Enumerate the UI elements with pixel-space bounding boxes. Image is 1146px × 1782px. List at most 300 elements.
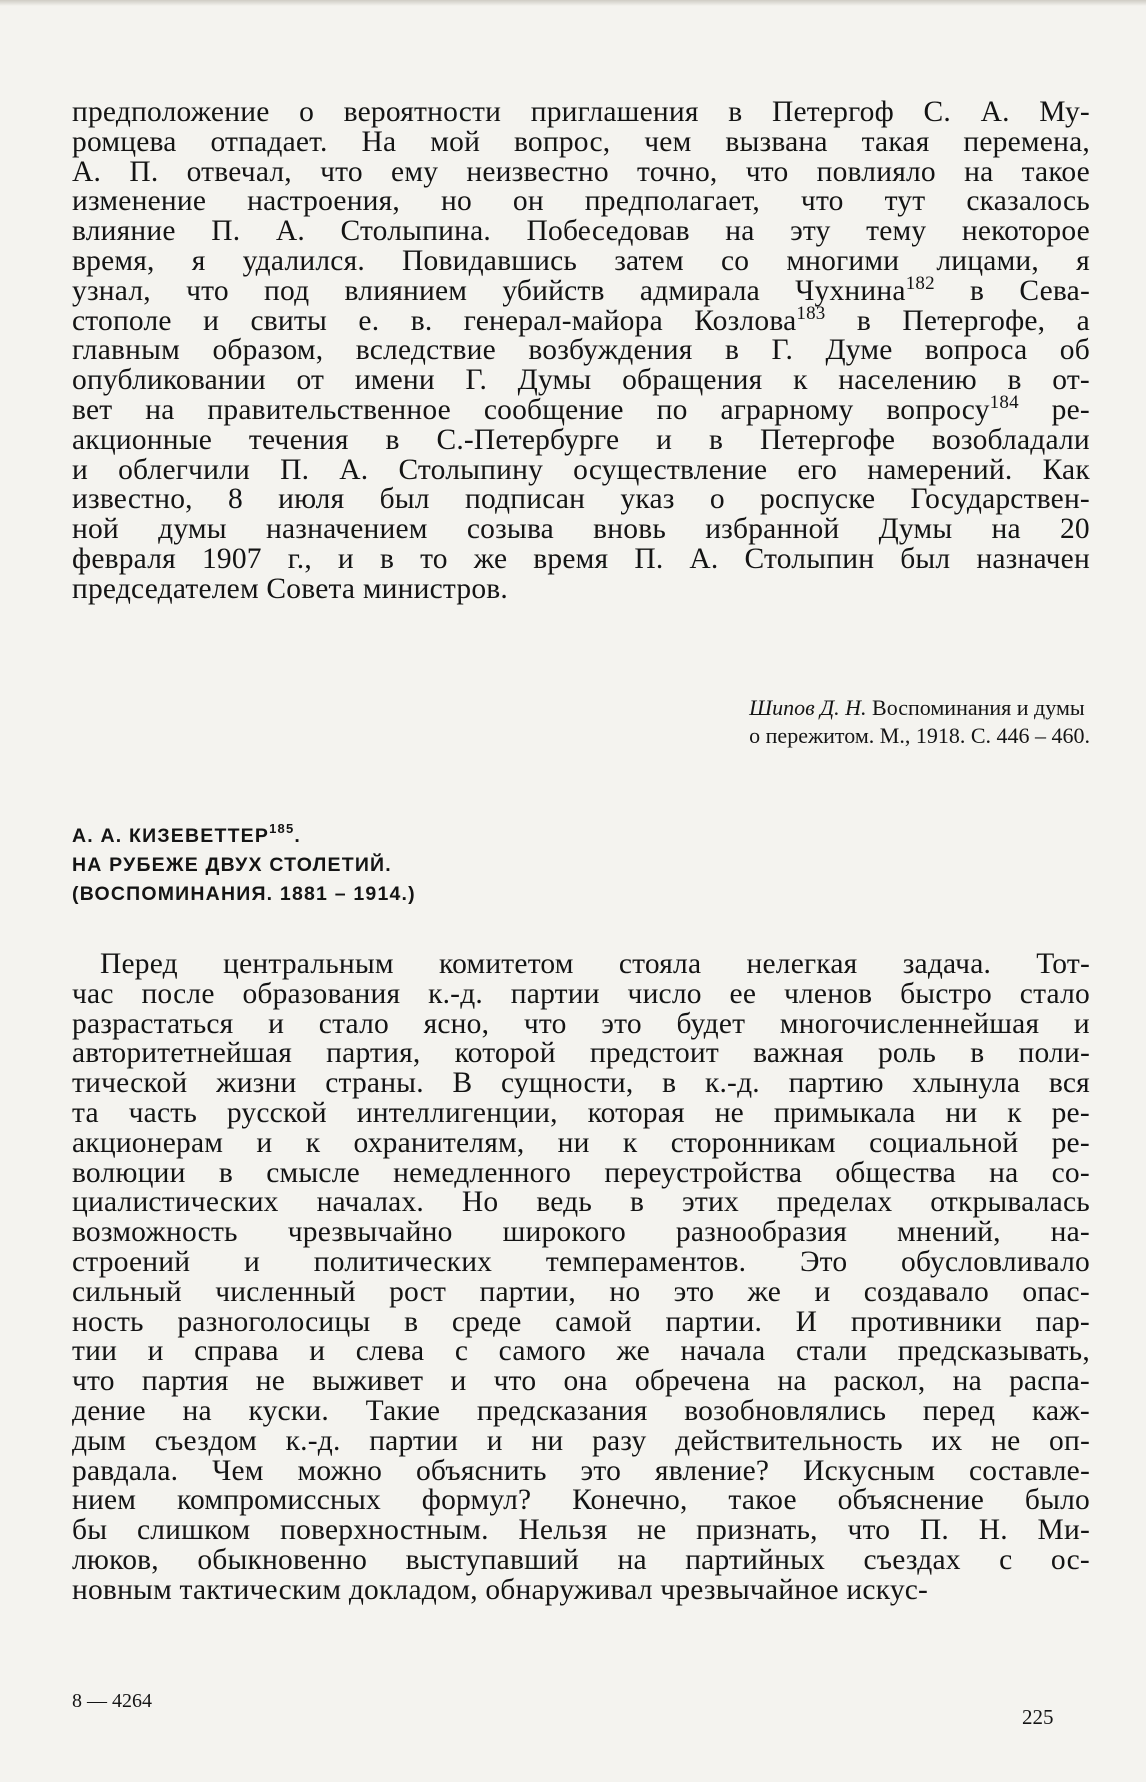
heading-author: А. А. КИЗЕВЕТТЕР (72, 825, 270, 847)
word: назначен (976, 542, 1090, 575)
word: ре- (1051, 1096, 1090, 1129)
citation-line-2: о пережитом. М., 1918. С. 446 – 460. (749, 723, 1090, 748)
word: на (777, 1365, 807, 1398)
text-line (72, 1424, 1090, 1457)
word: Нельзя (518, 1514, 608, 1547)
word: чрезвычайно (287, 1216, 453, 1249)
word: и (256, 1126, 273, 1159)
word: примыкала (773, 1096, 916, 1129)
text-line (72, 1454, 1090, 1487)
word: на (991, 513, 1021, 546)
word: А. (339, 453, 369, 486)
word: численный (215, 1275, 356, 1308)
word: после (141, 977, 215, 1010)
word: ведь (536, 1186, 593, 1219)
word: стало (318, 1007, 389, 1040)
word: Чем (212, 1454, 264, 1487)
word: формул? (421, 1484, 532, 1517)
word: течения (248, 423, 349, 456)
word: с (454, 1335, 469, 1368)
word: акционные (72, 423, 213, 456)
text-line (72, 485, 1090, 515)
word: в (662, 1067, 677, 1100)
word: люков, (72, 1543, 159, 1576)
word: охранителям, (353, 1126, 525, 1159)
word: искус- (846, 1573, 929, 1606)
word: в (724, 334, 740, 367)
word: опубликовании (72, 364, 266, 397)
word: в (404, 1305, 419, 1338)
word: Чухнина$^{182}$ (795, 272, 935, 307)
word: справа (194, 1335, 279, 1368)
word: А. (72, 155, 102, 188)
word: партия (141, 1365, 229, 1398)
word: П. (280, 453, 310, 486)
word: хлынула (912, 1067, 1021, 1100)
page-number: 225 (1022, 1705, 1054, 1729)
word: созыва (466, 513, 554, 546)
word: Петергофе, (902, 304, 1046, 337)
word: эту (790, 215, 831, 248)
word: которая (587, 1096, 685, 1129)
word: в (218, 1156, 233, 1189)
word: что (847, 1514, 891, 1547)
word: образования (242, 977, 401, 1010)
heading-author-line: А. А. КИЗЕВЕТТЕР$^{185}$. (72, 821, 302, 847)
word: создавало (863, 1275, 989, 1308)
word: чем (644, 125, 692, 158)
text-line (72, 366, 1090, 396)
word: жизни (216, 1067, 297, 1100)
word: вопроса (924, 334, 1028, 367)
word: его (797, 453, 838, 486)
word: но (609, 1275, 641, 1308)
word: предсказания (476, 1394, 648, 1427)
word: ни (531, 1424, 564, 1457)
word: партийных (685, 1543, 826, 1576)
word: и (147, 1335, 164, 1368)
word: волюции (72, 1156, 186, 1189)
word: П. (211, 215, 241, 248)
word: И (795, 1305, 818, 1338)
word: П. (634, 542, 664, 575)
text-line (72, 950, 1090, 980)
text-line (72, 1305, 1090, 1338)
word: интеллигенции, (356, 1096, 558, 1129)
word: что (493, 1365, 537, 1398)
footnote-ref-185: 185 (269, 821, 295, 836)
word: предстоит (589, 1037, 719, 1070)
word: и (814, 1275, 831, 1308)
word: Конечно, (572, 1484, 688, 1517)
word: по (656, 393, 688, 426)
word: обыкновенно (197, 1543, 368, 1576)
word: слева (355, 1335, 425, 1368)
word: со (720, 244, 750, 277)
word: влияние (72, 215, 176, 248)
text-line (72, 572, 1090, 605)
word: куски. (248, 1394, 329, 1427)
word: партии (369, 1424, 459, 1457)
word: не (991, 1424, 1021, 1457)
word: та (72, 1096, 99, 1129)
text-line (72, 98, 1090, 128)
word: ему (391, 155, 439, 188)
word: бы (72, 1514, 108, 1547)
word: комитетом (439, 948, 574, 980)
word: к.-д. (704, 1067, 760, 1100)
word: это (601, 1007, 642, 1040)
word: Государствен- (910, 483, 1090, 516)
word: Такие (365, 1394, 441, 1427)
word: Совета (266, 572, 363, 605)
word: намерений. (867, 453, 1013, 486)
word: стояла (618, 948, 702, 980)
word: сильный (72, 1275, 182, 1308)
word: влиянием (344, 274, 468, 307)
word: в (856, 304, 872, 337)
word: дым (72, 1424, 127, 1457)
word: февраля (72, 542, 176, 575)
footnote-ref: 183 (796, 302, 826, 324)
word: и (1073, 1007, 1090, 1040)
word: настроения, (247, 185, 401, 218)
word: и (656, 423, 673, 456)
word: что (745, 155, 789, 188)
word: же (747, 1275, 781, 1308)
word: Думы (517, 364, 592, 397)
word: к (793, 364, 808, 397)
word: действительность (675, 1424, 903, 1457)
word: членов (783, 977, 873, 1010)
word: выживет (312, 1365, 424, 1398)
word: русской (226, 1096, 327, 1129)
word: вероятности (343, 96, 502, 128)
word: Столыпин (744, 542, 875, 575)
word: объяснение (837, 1484, 985, 1517)
text-line (72, 453, 1090, 486)
word: что (523, 1007, 567, 1040)
word: будет (676, 1007, 746, 1040)
word: Н. (978, 1514, 1008, 1547)
word: роль (877, 1037, 937, 1070)
word: не (714, 1096, 744, 1129)
word: от- (1052, 364, 1090, 397)
word: В (452, 1067, 473, 1100)
word: 20 (1059, 513, 1090, 546)
word: отпадает. (210, 125, 328, 158)
text-line (72, 336, 1090, 366)
word: самой (555, 1305, 632, 1338)
text-line (72, 1188, 1090, 1218)
word: не (255, 1365, 286, 1398)
word: генерал-майора (463, 304, 663, 337)
word: председателем (72, 572, 267, 605)
citation-title: Воспоминания и думы (872, 695, 1085, 720)
word: о (709, 483, 725, 516)
word: то (420, 542, 448, 575)
word: страны. (325, 1067, 424, 1100)
text-line (72, 1069, 1090, 1099)
text-line (72, 391, 1090, 426)
word: Побеседовав (526, 215, 690, 248)
word: разнообразия (675, 1216, 847, 1249)
word: сущности, (501, 1067, 634, 1100)
word: свиты (250, 304, 328, 337)
heading-title: НА РУБЕЖЕ ДВУХ СТОЛЕТИЙ. (72, 854, 392, 876)
word: такое (1021, 155, 1090, 188)
word: партию (788, 1067, 884, 1100)
text-line (72, 1337, 1090, 1367)
word: открывалась (930, 1186, 1090, 1219)
word: что (320, 155, 363, 188)
word: объяснить (415, 1454, 547, 1487)
word: съездах (863, 1543, 961, 1576)
word: противники (850, 1305, 1003, 1338)
word: же (616, 1335, 650, 1368)
word: признать, (696, 1514, 818, 1547)
word: аграрному (720, 393, 854, 426)
word: Думы (878, 513, 953, 546)
word: но (440, 185, 472, 218)
word: не (637, 1514, 667, 1547)
word: нием (72, 1484, 137, 1517)
word: на (952, 1365, 982, 1398)
word: узнал, (72, 274, 151, 307)
word: ре- (1051, 1126, 1090, 1159)
word: стало (1019, 977, 1090, 1010)
word: равдала. (72, 1454, 179, 1487)
word: Тот- (1036, 948, 1090, 980)
top-paragraph (72, 98, 1090, 605)
word: Думе (825, 334, 893, 367)
word: точно, (637, 155, 718, 188)
word: партии (510, 977, 600, 1010)
citation-author: Шипов Д. Н. (749, 695, 867, 720)
word: начала (680, 1335, 766, 1368)
word: избранной (705, 513, 840, 546)
word: возобладали (932, 423, 1090, 456)
word: это (580, 1454, 622, 1487)
word: сказалось (966, 185, 1090, 218)
word: указ (620, 483, 675, 516)
word: был (379, 483, 430, 516)
word: в. (410, 304, 433, 337)
word: лицами, (936, 244, 1039, 277)
word: приглашения (530, 96, 699, 128)
citation (749, 694, 1090, 750)
word: был (900, 542, 951, 575)
text-line (72, 1245, 1090, 1278)
word: о (299, 96, 315, 128)
word: подписан (464, 483, 586, 516)
word: С.-Петербурге (436, 423, 620, 456)
word: думы (158, 513, 227, 546)
word: слишком (136, 1514, 251, 1547)
text-line (72, 302, 1090, 337)
word: переустройства (604, 1156, 803, 1189)
word: распа- (1009, 1365, 1090, 1398)
word: и (337, 542, 354, 575)
text-line (72, 187, 1090, 217)
word: и (450, 1365, 467, 1398)
word: акционерам (72, 1126, 224, 1159)
word: вопрос, (513, 125, 611, 158)
footnote-ref: 182 (905, 272, 935, 294)
word: к (1007, 1096, 1022, 1129)
word: немедленного (393, 1156, 572, 1189)
word: в (728, 96, 743, 128)
word: удалился. (242, 244, 365, 277)
word: предположение (72, 96, 270, 128)
word: сторонникам (670, 1126, 836, 1159)
word: обусловливало (901, 1245, 1090, 1278)
word: широкого (502, 1216, 626, 1249)
word: мой (430, 125, 481, 158)
word: партия, (326, 1037, 421, 1070)
word: и (309, 1335, 326, 1368)
word: тической (72, 1067, 188, 1100)
word: в (970, 274, 985, 307)
word: на (617, 1543, 647, 1576)
word: Искусным (803, 1454, 936, 1487)
word: выступавший (405, 1543, 579, 1576)
word: на (989, 1156, 1019, 1189)
word: на (964, 155, 994, 188)
second-paragraph (72, 950, 1090, 1606)
word: ясно, (423, 1007, 490, 1040)
word: дение (72, 1394, 146, 1427)
word: Г. (771, 334, 794, 367)
text-line (72, 1573, 1090, 1606)
word: съездом (154, 1424, 257, 1457)
word: их (931, 1424, 963, 1457)
word: Ми- (1037, 1514, 1090, 1547)
word: было (1024, 1484, 1090, 1517)
heading-subtitle: (ВОСПОМИНАНИЯ. 1881 – 1914.) (72, 883, 416, 905)
word: тактическим (179, 1573, 349, 1606)
word: поверхностным. (280, 1514, 489, 1547)
word: е. (358, 304, 380, 337)
word: компромиссных (176, 1484, 381, 1517)
word: и (486, 1424, 503, 1457)
word: в (385, 423, 400, 456)
word: отвечал, (186, 155, 292, 188)
text-line (72, 1367, 1090, 1397)
word: тему (866, 215, 927, 248)
word: ре- (1051, 393, 1090, 426)
word: адмирала (639, 274, 760, 307)
word: ее (729, 977, 757, 1010)
word: к.-д. (428, 977, 483, 1010)
word: партии, (479, 1275, 576, 1308)
word: я (1076, 244, 1090, 277)
word: Перед (100, 948, 178, 980)
text-line (72, 1516, 1090, 1546)
word: такое (728, 1484, 797, 1517)
word: Петергофе (759, 423, 896, 456)
word: На (361, 125, 397, 158)
word: П. (919, 1514, 949, 1547)
text-line (72, 1039, 1090, 1069)
word: самого (498, 1335, 586, 1368)
word: А. (275, 215, 305, 248)
word: в (629, 1186, 645, 1219)
word: возможность (72, 1216, 238, 1249)
word: к.-д. (285, 1424, 341, 1457)
word: июля (278, 483, 345, 516)
word: центральным (223, 948, 394, 980)
word: часть (128, 1096, 197, 1129)
word: что (186, 274, 229, 307)
word: число (627, 977, 702, 1010)
word: на (182, 1394, 212, 1427)
word: ромцева (72, 125, 177, 158)
printer-signature: 8 — 4264 (72, 1690, 152, 1712)
word: на- (1050, 1216, 1090, 1249)
word: а (1076, 304, 1090, 337)
word: П. (129, 155, 159, 188)
section-heading (72, 822, 416, 909)
word: Му- (1039, 96, 1090, 128)
footnote-ref: 184 (989, 391, 1019, 413)
word: назначением (265, 513, 428, 546)
word: она (563, 1365, 608, 1398)
word: некоторое (961, 215, 1090, 248)
word: такая (861, 125, 930, 158)
word: быстро (900, 977, 992, 1010)
text-line (72, 1156, 1090, 1189)
text-line (72, 1394, 1090, 1427)
text-line (72, 1218, 1090, 1248)
word: тии (72, 1335, 118, 1368)
word: возбуждения (528, 334, 693, 367)
word: от (296, 364, 325, 397)
word: авторитетнейшая (72, 1037, 293, 1070)
text-line (72, 1486, 1090, 1516)
word: 1907 (201, 542, 262, 575)
word: 8 (227, 483, 243, 516)
text-line (72, 515, 1090, 545)
word: поли- (1018, 1037, 1090, 1070)
word: многочисленнейшая (779, 1007, 1040, 1040)
word: роспуске (760, 483, 876, 516)
word: и (268, 1007, 285, 1040)
text-line (72, 1096, 1090, 1129)
word: разрастаться (72, 1007, 234, 1040)
text-line (72, 542, 1090, 575)
word: составле- (969, 1454, 1090, 1487)
word: предсказывать, (897, 1335, 1090, 1368)
word: что (72, 1365, 115, 1398)
text-line (72, 125, 1090, 158)
word: многими (786, 244, 900, 277)
word: осуществление (573, 453, 768, 486)
text-line (72, 1007, 1090, 1040)
word: разу (592, 1424, 647, 1457)
word: пределах (776, 1186, 893, 1219)
word: Это (799, 1245, 848, 1278)
word: с (999, 1543, 1013, 1576)
word: ни (945, 1096, 978, 1129)
word: час (72, 977, 114, 1010)
word: обнаруживал (485, 1573, 661, 1606)
word: каж- (1031, 1394, 1090, 1427)
text-line (72, 155, 1090, 188)
word: политических (313, 1245, 493, 1278)
text-line (72, 217, 1090, 247)
word: оп- (1049, 1424, 1090, 1457)
